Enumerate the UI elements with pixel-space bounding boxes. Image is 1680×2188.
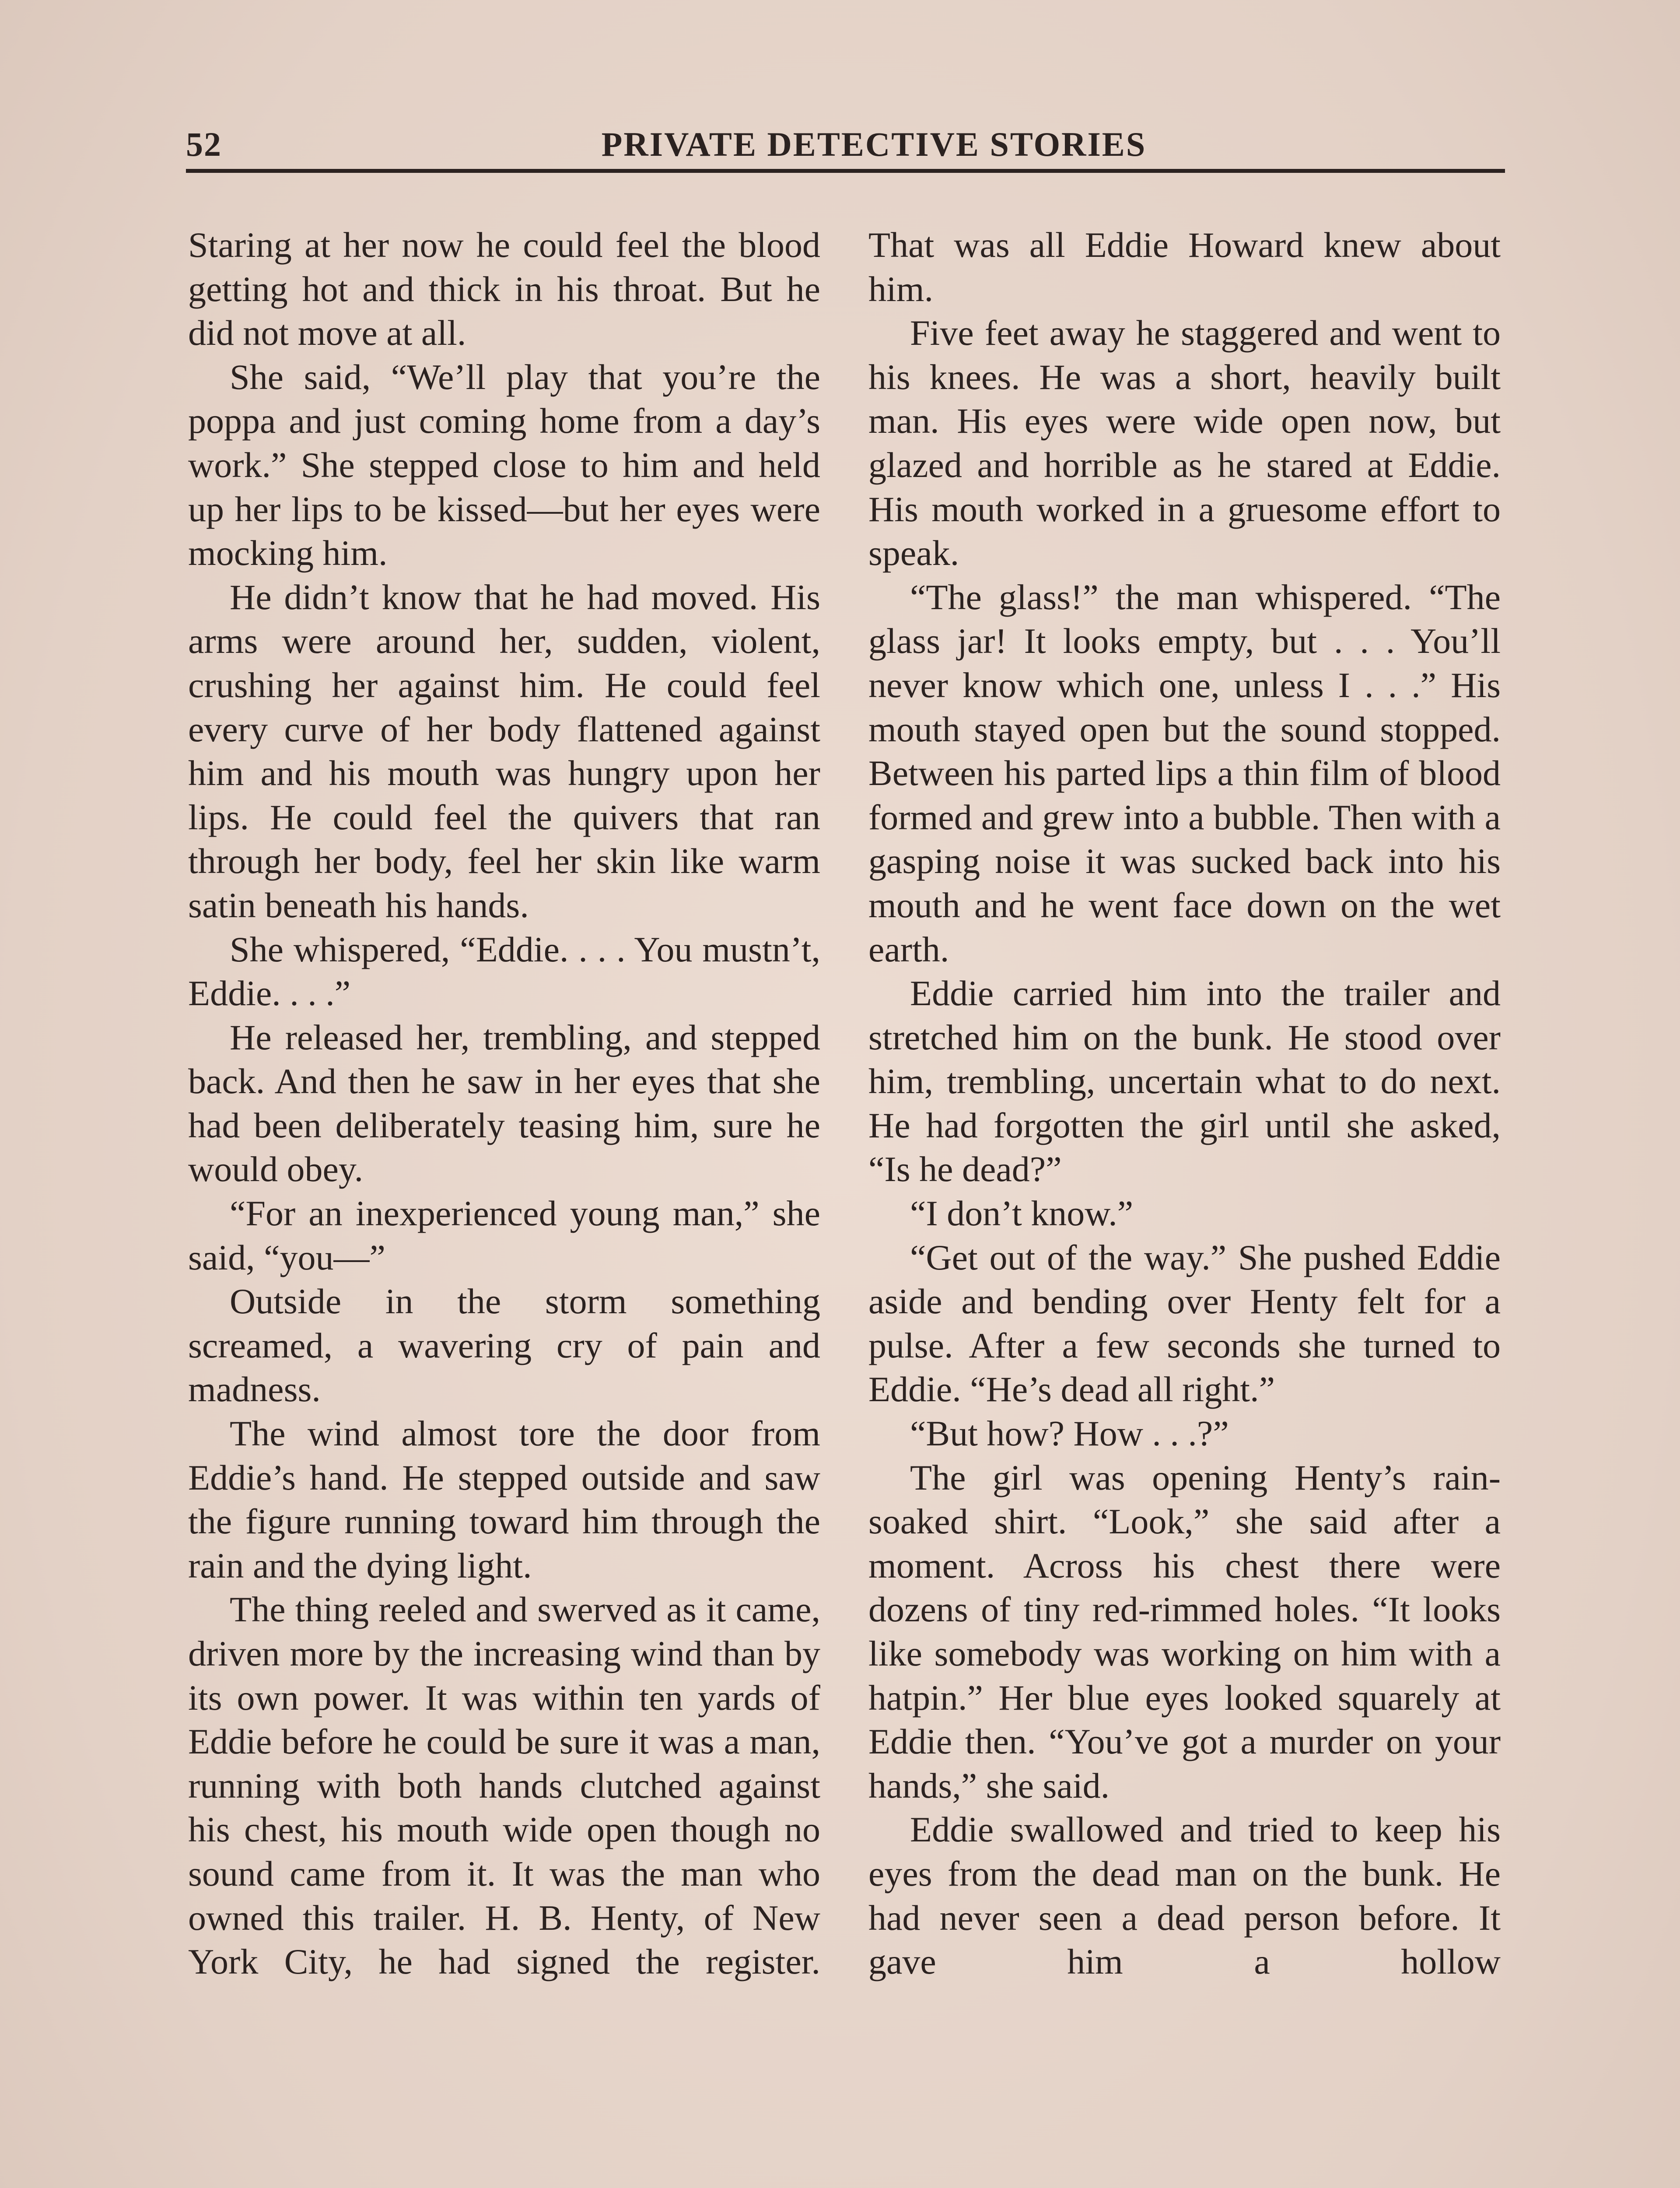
paragraph: She said, “We’ll play that you’re the poppa and just coming home from a day’s work.” She stepped close to him and held up her lips to be kissed—but her eyes were mocking him. [188, 357, 820, 573]
paragraph: Five feet away he staggered and went to his knees. He was a short, heavily built man. His eyes were wide open now, but glazed and horrible as he stared at Eddie. His mouth worked in a gruesome effort to speak. [868, 313, 1501, 573]
paragraph: She whispered, “Eddie. . . . You mustn’t, Eddie. . . .” [188, 929, 820, 1013]
running-head [186, 116, 1505, 164]
header-rule [186, 169, 1505, 173]
paragraph: The wind almost tore the door from Eddie’s hand. He stepped outside and saw the figure running toward him through the rain and the dying light. [188, 1413, 820, 1585]
paragraph: Staring at her now he could feel the blood getting hot and thick in his throat. But he did not move at all. [188, 225, 820, 353]
paragraph: “But how? How . . .?” [910, 1413, 1229, 1454]
paragraph: That was all Eddie Howard knew about him. [868, 225, 1501, 309]
paragraph: Eddie carried him into the trailer and stretched him on the bunk. He stood over him, trembling, uncertain what to do next. He had forgotten the girl until she asked, “Is he dead?” [868, 973, 1501, 1189]
paragraph: “For an inexperienced young man,” she said, “you—” [188, 1193, 820, 1277]
paragraph: “The glass!” the man whispered. “The glass jar! It looks empty, but . . . You’ll never know which one, unless I . . .” His mouth stayed open but the sound stopped. Between his parted lips a thin film of blood formed and grew into a bubble. Then with a gasping noise it was sucked back into his mouth and he went face down on the wet earth. [868, 577, 1501, 969]
left-column [188, 223, 820, 1984]
paragraph: He didn’t know that he had moved. His arms were around her, sudden, violent, crushing her against him. He could feel every curve of her body flattened against him and his mouth was hungry upon her lips. He could feel the quivers that ran through her body, feel her skin like warm satin beneath his hands. [188, 577, 820, 925]
page-number: 52 [186, 125, 222, 163]
paragraph: Eddie swallowed and tried to keep his eyes from the dead man on the bunk. He had never seen a dead person before. It gave him a hollow [868, 1809, 1501, 1982]
paragraph: Outside in the storm something screamed, a wavering cry of pain and madness. [188, 1281, 820, 1410]
right-column [868, 223, 1501, 1984]
paragraph: “I don’t know.” [910, 1193, 1134, 1234]
paragraph: “Get out of the way.” She pushed Eddie aside and bending over Henty felt for a pulse. After a few seconds she turned to Eddie. “He’s dead all right.” [868, 1237, 1501, 1410]
paragraph: The girl was opening Henty’s rain-soaked shirt. “Look,” she said after a moment. Across his chest there were dozens of tiny red-rimmed holes. “It looks like somebody was working on him with a hatpin.” Her blue eyes looked squarely at Eddie then. “You’ve got a murder on your hands,” she said. [868, 1457, 1501, 1806]
paragraph: The thing reeled and swerved as it came, driven more by the increasing wind than by its own power. It was within ten yards of Eddie before he could be sure it was a man, running with both hands clutched against his chest, his mouth wide open though no sound came from it. It was the man who owned this trailer. H. B. Henty, of New York City, he had signed the register. [188, 1589, 820, 1982]
running-title: PRIVATE DETECTIVE STORIES [601, 125, 1147, 163]
paragraph: He released her, trembling, and stepped back. And then he saw in her eyes that she had been deliberately teasing him, sure he would obey. [188, 1017, 820, 1189]
